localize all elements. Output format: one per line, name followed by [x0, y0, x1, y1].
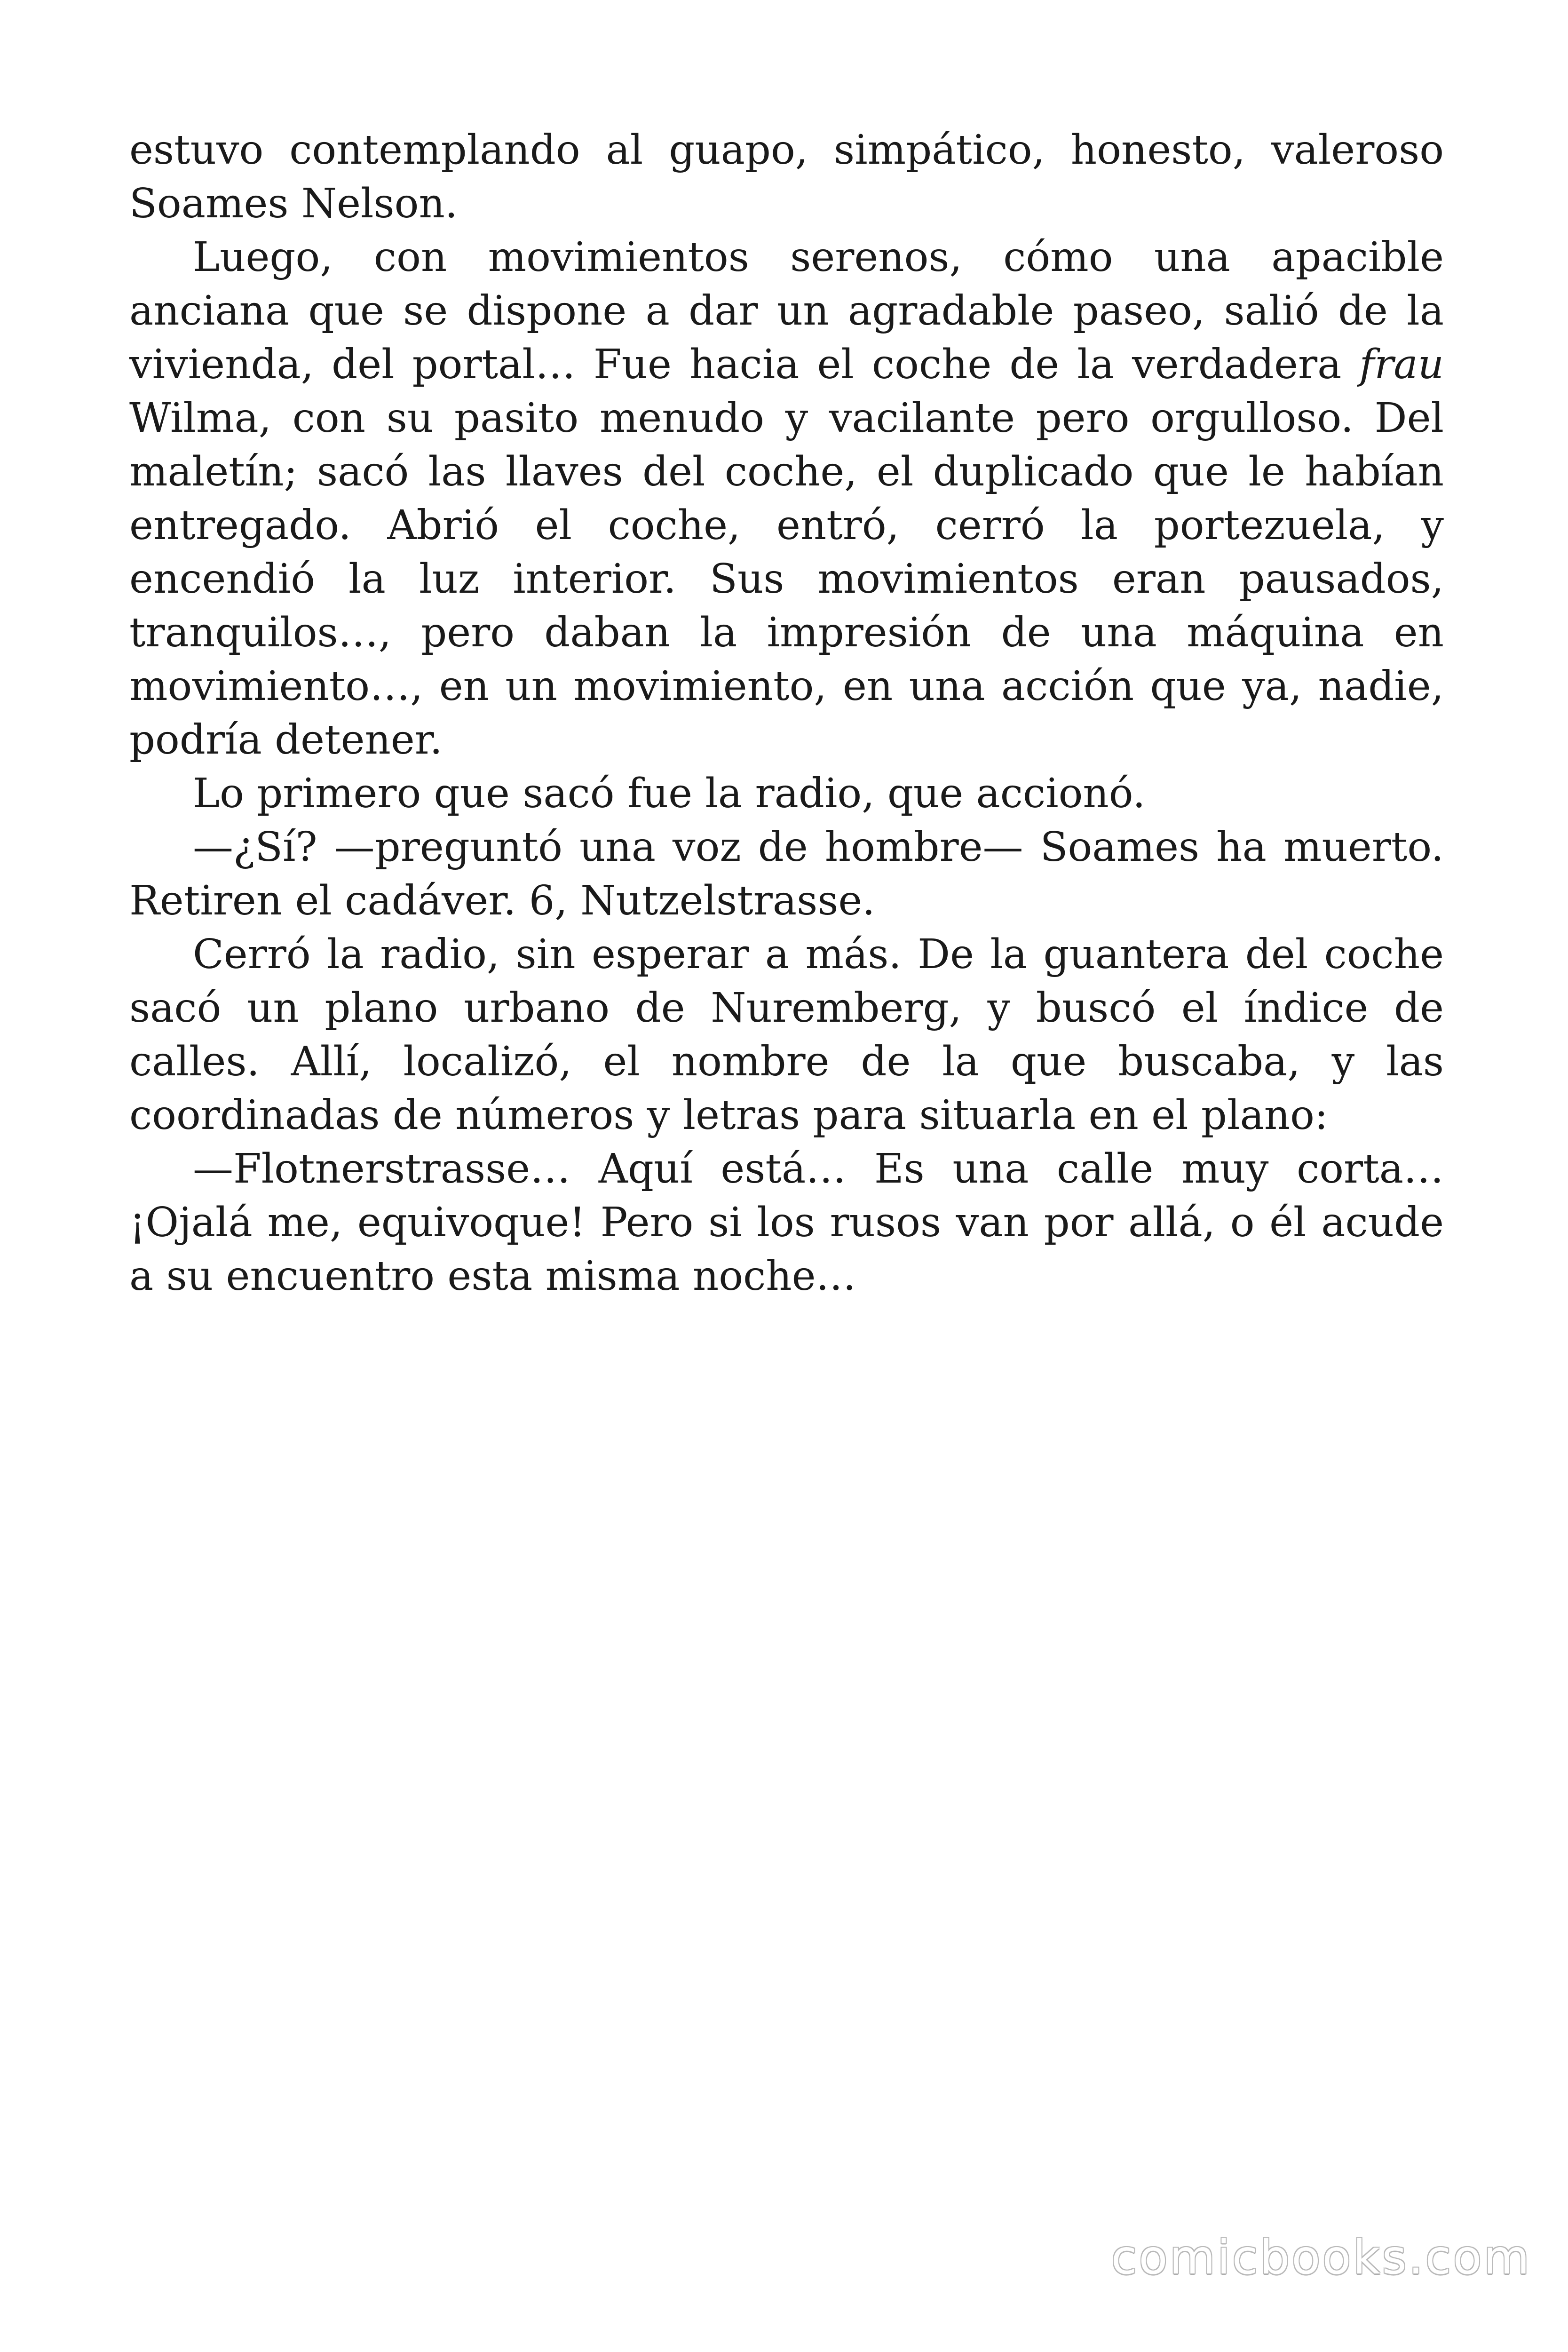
body-text [129, 123, 1444, 1303]
paragraph-6-text: —Flotnerstrasse… Aquí está… Es una calle muy corta… ¡Ojalá me, equivoque! Pero si los rusos van por allá, o él acude a su encuentro esta misma noche… [129, 1145, 1444, 1300]
paragraph-3 [129, 767, 1444, 820]
paragraph-2-text-b: Wilma, con su pasito menudo y vacilante pero orgulloso. Del maletín; sacó las llaves del coche, el duplicado que le habían entregado. Abrió el coche, entró, cerró la portezuela, y encendió la luz interior. Sus movimientos eran pausados, tranquilos…, pero daban la impresión de una máquina en movimiento…, en un movimiento, en una acción que ya, nadie, podría detener. [129, 395, 1444, 763]
paragraph-2-italic-frau: frau [1359, 341, 1444, 388]
paragraph-1-text: estuvo contemplando al guapo, simpático, honesto, valeroso Soames Nelson. [129, 127, 1444, 227]
paragraph-5-text: Cerró la radio, sin esperar a más. De la guantera del coche sacó un plano urbano de Nuremberg, y buscó el índice de calles. Allí, localizó, el nombre de la que buscaba, y las coordinadas de números y letras para situarla en el plano: [129, 931, 1444, 1139]
paragraph-1 [129, 123, 1444, 230]
paragraph-2-text-a: Luego, con movimientos serenos, cómo una apacible anciana que se dispone a dar un agradable paseo, salió de la vivienda, del portal… Fue hacia el coche de la verdadera [129, 234, 1444, 388]
paragraph-2 [129, 230, 1444, 767]
paragraph-3-text: Lo primero que sacó fue la radio, que accionó. [193, 770, 1146, 817]
watermark: comicbooks.com [1111, 2230, 1531, 2285]
paragraph-5 [129, 928, 1444, 1142]
paragraph-4 [129, 820, 1444, 928]
paragraph-4-text: —¿Sí? —preguntó una voz de hombre— Soames ha muerto. Retiren el cadáver. 6, Nutzelstrasse. [129, 824, 1444, 924]
paragraph-6 [129, 1142, 1444, 1303]
